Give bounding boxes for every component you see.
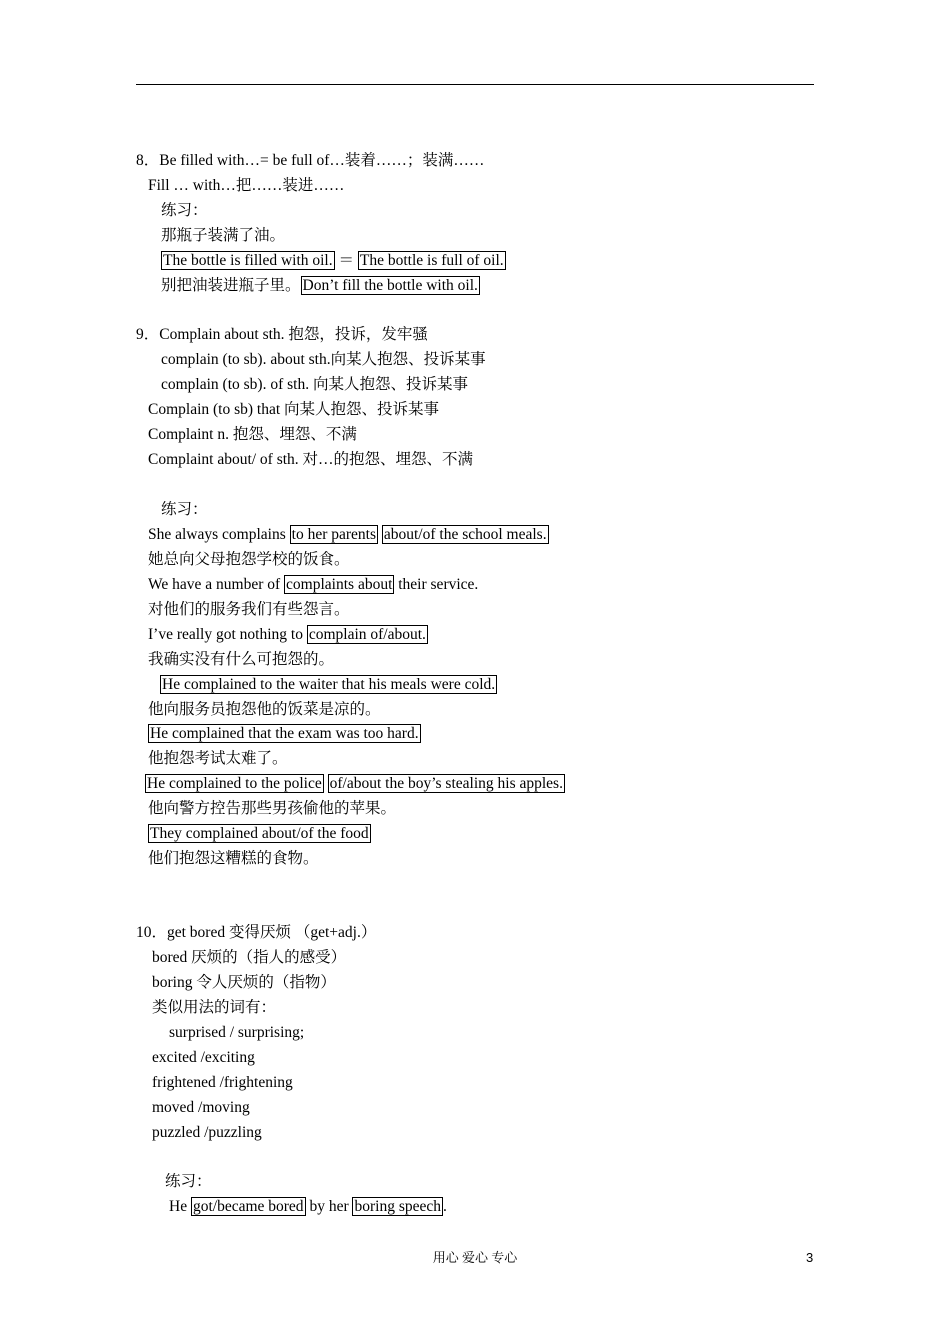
- example-text: She always complains: [148, 526, 290, 543]
- equals-sign: ＝: [338, 252, 355, 269]
- s8-answer-line-2: [161, 276, 480, 296]
- s9-usage-2: complain (to sb). of sth. 向某人抱怨、投诉某事: [161, 376, 468, 393]
- s9-example-7: [148, 824, 371, 844]
- s10-practice-label: 练习：: [165, 1173, 212, 1190]
- s8-cn-1: 那瓶子装满了油。: [161, 227, 286, 244]
- s9-example-2: [148, 575, 478, 595]
- example-text: by her: [305, 1198, 353, 1215]
- s10-word-pair: excited /exciting: [152, 1049, 255, 1066]
- page-footer: 用心 爱心 专心: [432, 1250, 518, 1265]
- s9-example-5: [148, 724, 421, 744]
- example-text: .: [443, 1198, 447, 1215]
- header-rule: [136, 84, 814, 85]
- answer-box: He complained to the police: [147, 775, 322, 792]
- s9-cn-1: 她总向父母抱怨学校的饭食。: [148, 551, 350, 568]
- answer-box: to her parents: [291, 526, 376, 543]
- s10-title: 10．get bored 变得厌烦 （get+adj.）: [136, 924, 377, 941]
- answer-box: He complained that the exam was too hard.: [150, 725, 419, 742]
- answer-box: complain of/about.: [308, 626, 426, 643]
- s8-title: 8．Be filled with…= be full of…装着……；装满……: [136, 152, 485, 169]
- s9-cn-3: 我确实没有什么可抱怨的。: [148, 651, 335, 668]
- answer-box: got/became bored: [192, 1198, 304, 1215]
- answer-box: complaints about: [286, 576, 393, 593]
- s9-example-6: [145, 774, 565, 794]
- answer-box: The bottle is filled with oil.: [163, 252, 333, 269]
- s10-word-pair: frightened /frightening: [152, 1074, 293, 1091]
- s9-example-4: [160, 675, 497, 695]
- s9-usage-3: Complain (to sb) that 向某人抱怨、投诉某事: [148, 401, 440, 418]
- answer-box: The bottle is full of oil.: [359, 252, 504, 269]
- s9-example-3: [148, 625, 428, 645]
- s10-word-pair: moved /moving: [152, 1099, 250, 1116]
- s10-similar-label: 类似用法的词有：: [152, 999, 277, 1016]
- example-text: He: [169, 1198, 191, 1215]
- s9-cn-5: 他抱怨考试太难了。: [148, 750, 288, 767]
- s8-cn-2: 别把油装进瓶子里。: [161, 277, 301, 294]
- answer-box: about/of the school meals.: [383, 526, 547, 543]
- s9-cn-7: 他们抱怨这糟糕的食物。: [148, 850, 319, 867]
- example-text: their service.: [394, 576, 479, 593]
- s9-usage-1: complain (to sb). about sth.向某人抱怨、投诉某事: [161, 351, 486, 368]
- s9-title: 9．Complain about sth. 抱怨，投诉，发牢骚: [136, 326, 428, 343]
- s10-word-pair: puzzled /puzzling: [152, 1124, 262, 1141]
- s9-practice-label: 练习：: [161, 501, 208, 518]
- answer-box: They complained about/of the food: [150, 825, 369, 842]
- s10-usage-2: boring 令人厌烦的（指物）: [152, 974, 336, 991]
- s8-fill-usage: Fill … with…把……装进……: [148, 177, 345, 194]
- example-text: We have a number of: [148, 576, 285, 593]
- answer-box: of/about the boy’s stealing his apples.: [329, 775, 563, 792]
- s9-usage-5: Complaint about/ of sth. 对…的抱怨、埋怨、不满: [148, 451, 474, 468]
- s9-example-1: [148, 525, 549, 545]
- page-number: 3: [806, 1250, 814, 1265]
- s10-example-1: [169, 1197, 447, 1217]
- s8-answer-line-1: [161, 251, 506, 271]
- answer-box: He complained to the waiter that his meals were cold.: [162, 676, 496, 693]
- answer-box: boring speech: [354, 1198, 441, 1215]
- answer-box: Don’t fill the bottle with oil.: [302, 277, 478, 294]
- s8-practice-label: 练习：: [161, 202, 208, 219]
- s10-word-pair: surprised / surprising;: [169, 1024, 305, 1041]
- example-text: I’ve really got nothing to: [148, 626, 307, 643]
- s9-cn-4: 他向服务员抱怨他的饭菜是凉的。: [148, 701, 381, 718]
- s9-cn-6: 他向警方控告那些男孩偷他的苹果。: [148, 800, 397, 817]
- s10-usage-1: bored 厌烦的（指人的感受）: [152, 949, 347, 966]
- s9-usage-4: Complaint n. 抱怨、埋怨、不满: [148, 426, 357, 443]
- s9-cn-2: 对他们的服务我们有些怨言。: [148, 601, 350, 618]
